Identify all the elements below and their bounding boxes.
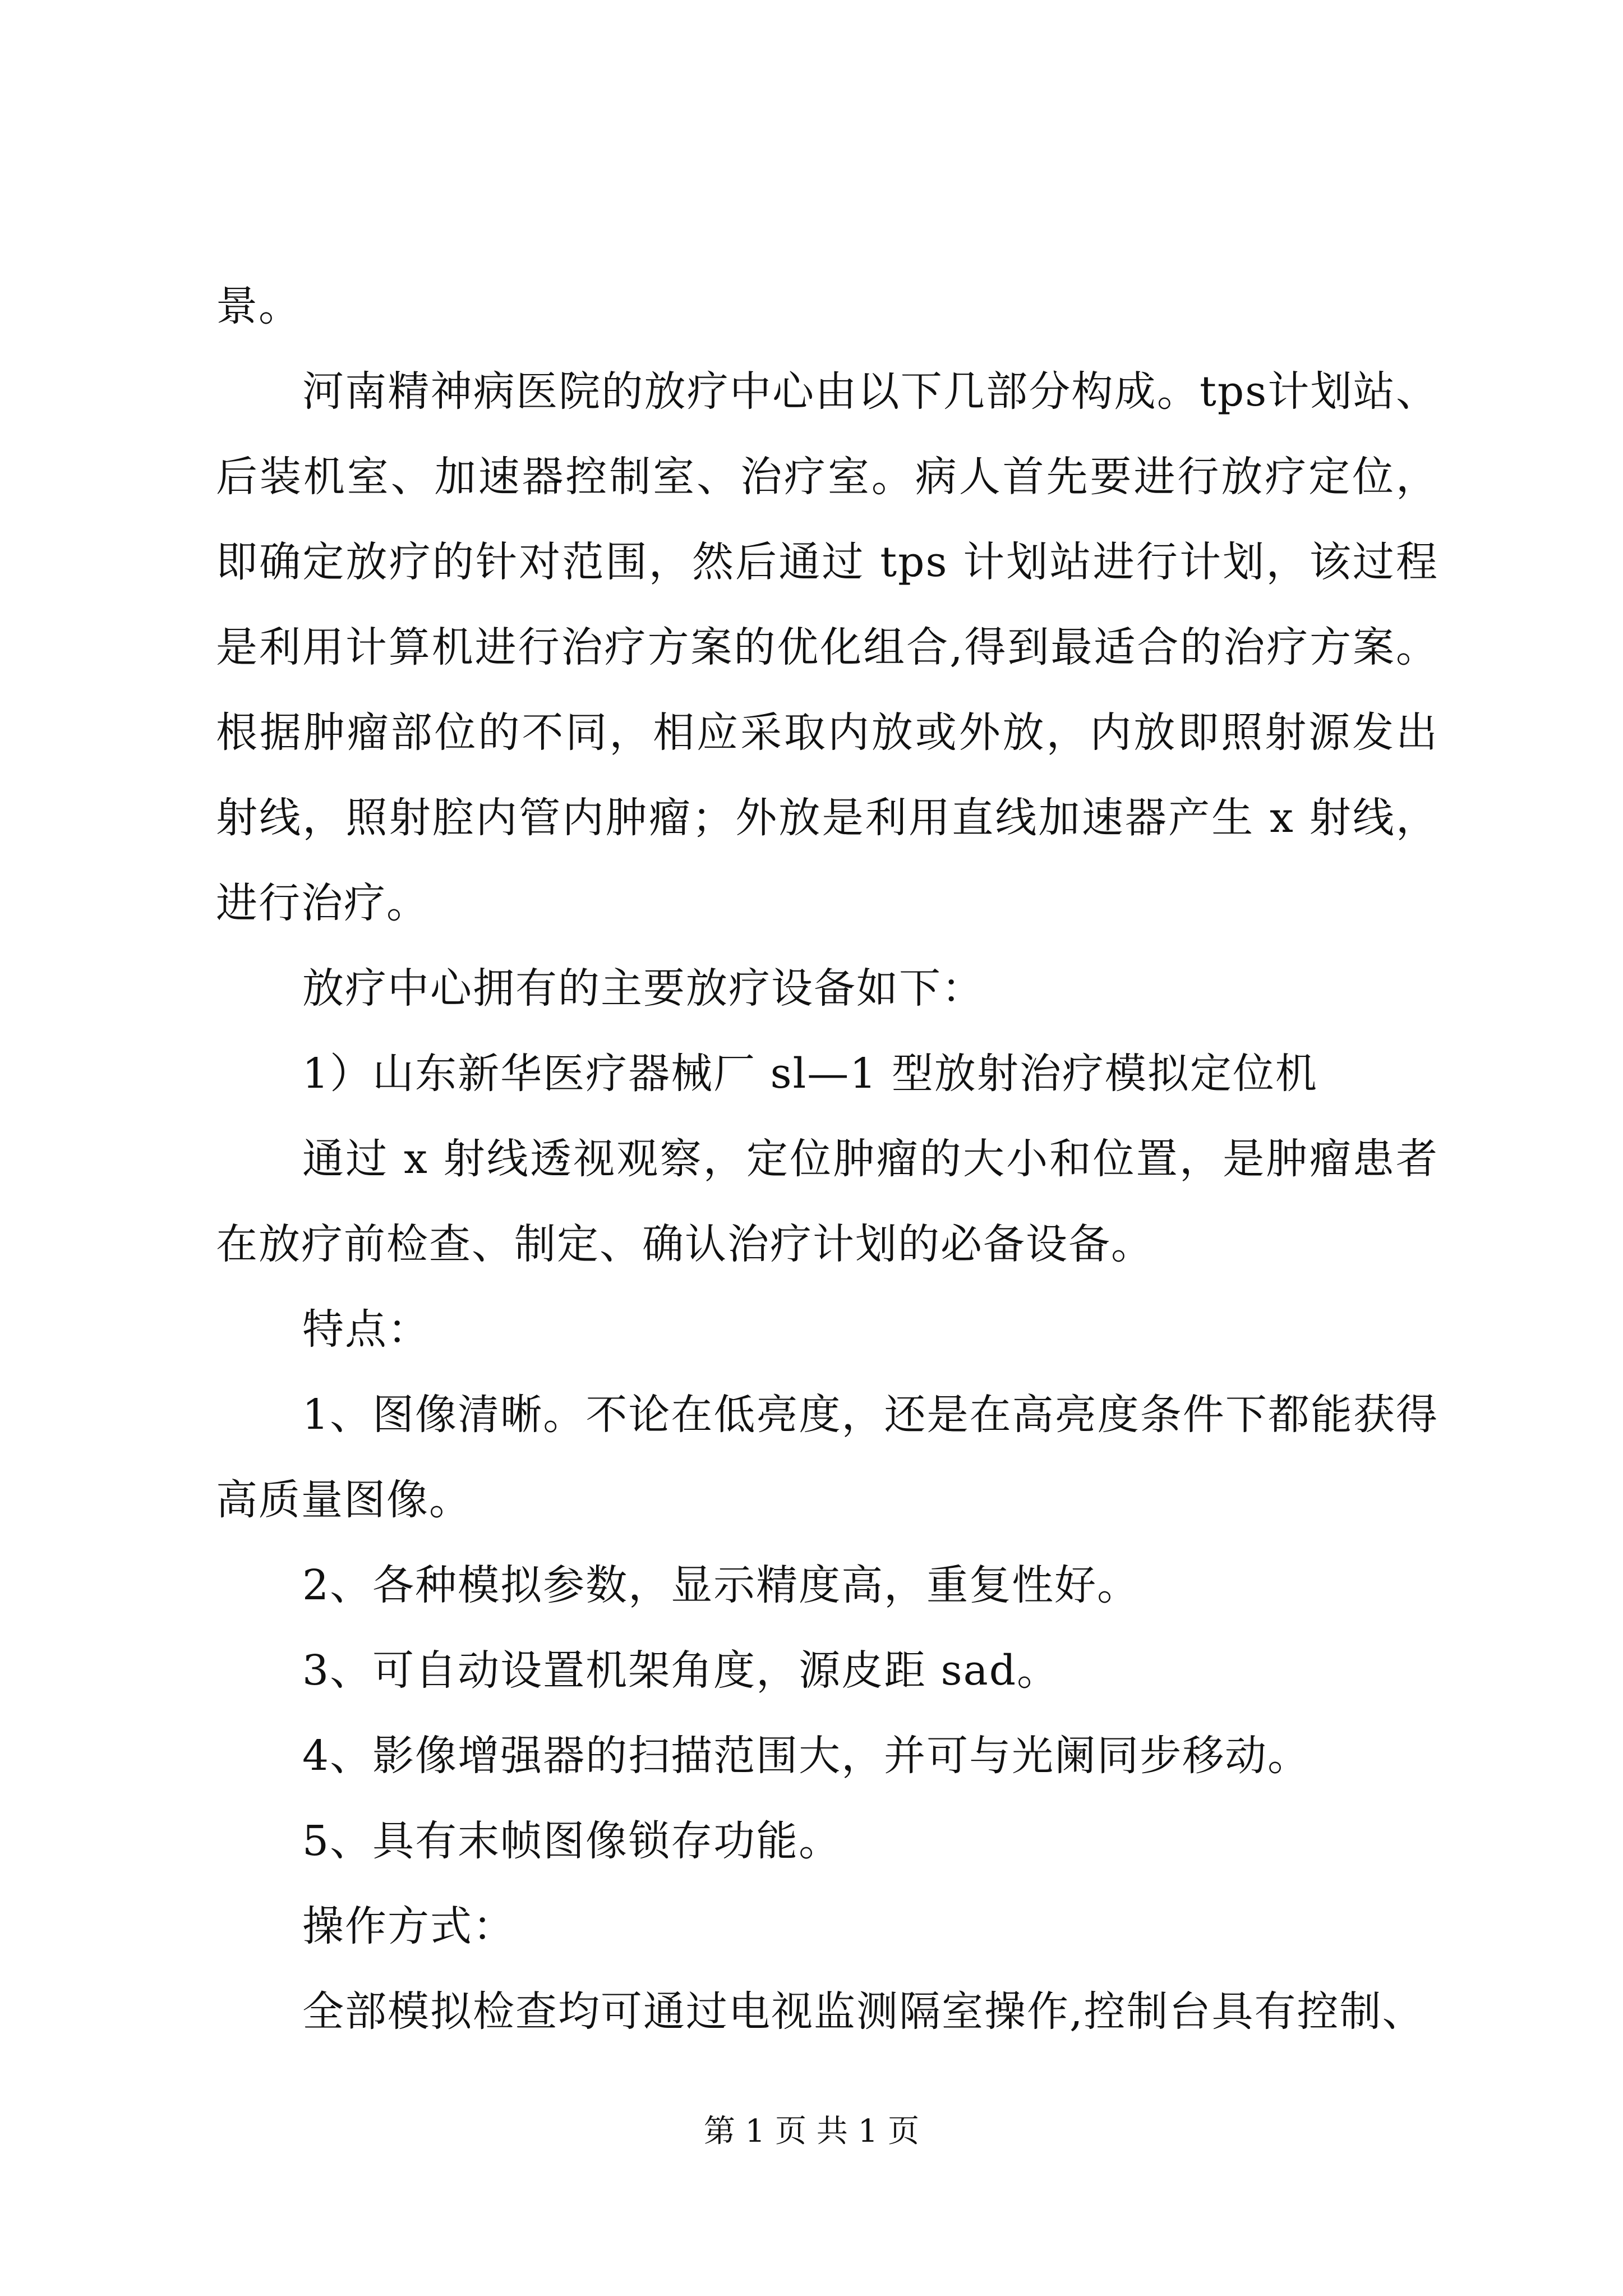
document-body <box>216 264 1438 2054</box>
paragraph-13: 全部模拟检查均可通过电视监测隔室操作,控制台具有控制、 <box>302 1987 1425 2036</box>
paragraph-6: 特点： <box>302 1305 430 1354</box>
paragraph-2: 河南精神病医院的放疗中心由以下几部分构成。tps计划站、后装机室、加速器控制室、治疗室。病人首先要进行放疗定位，即确定放疗的针对范围，然后通过 tps 计划站进行计划，该过程是利用计算机进行治疗方案的优化组合,得到最适合的治疗方案。根据肿瘤部位的不同，相应采取内放或外放，内放即照射源发出射线，照射腔内管内肿瘤；外放是利用直线加速器产生 x 射线，进行治疗。 <box>216 367 1438 927</box>
page-footer: 第 1 页 共 1 页 <box>703 2113 920 2150</box>
paragraph-3: 放疗中心拥有的主要放疗设备如下： <box>302 964 984 1013</box>
paragraph-1: 景。 <box>216 282 301 330</box>
paragraph-11: 5、具有末帧图像锁存功能。 <box>302 1817 842 1865</box>
paragraph-5: 通过 x 射线透视观察，定位肿瘤的大小和位置，是肿瘤患者在放疗前检查、制定、确认治疗计划的必备设备。 <box>216 1135 1438 1268</box>
paragraph-10: 4、影像增强器的扫描范围大，并可与光阑同步移动。 <box>302 1732 1311 1780</box>
paragraph-9: 3、可自动设置机架角度，源皮距 sad。 <box>302 1646 1060 1695</box>
paragraph-4: 1）山东新华医疗器械厂 sl—1 型放射治疗模拟定位机 <box>302 1050 1318 1098</box>
paragraph-8: 2、各种模拟参数，显示精度高，重复性好。 <box>302 1561 1140 1609</box>
paragraph-7: 1、图像清晰。不论在低亮度，还是在高亮度条件下都能获得高质量图像。 <box>216 1391 1438 1524</box>
paragraph-12: 操作方式： <box>302 1902 515 1950</box>
